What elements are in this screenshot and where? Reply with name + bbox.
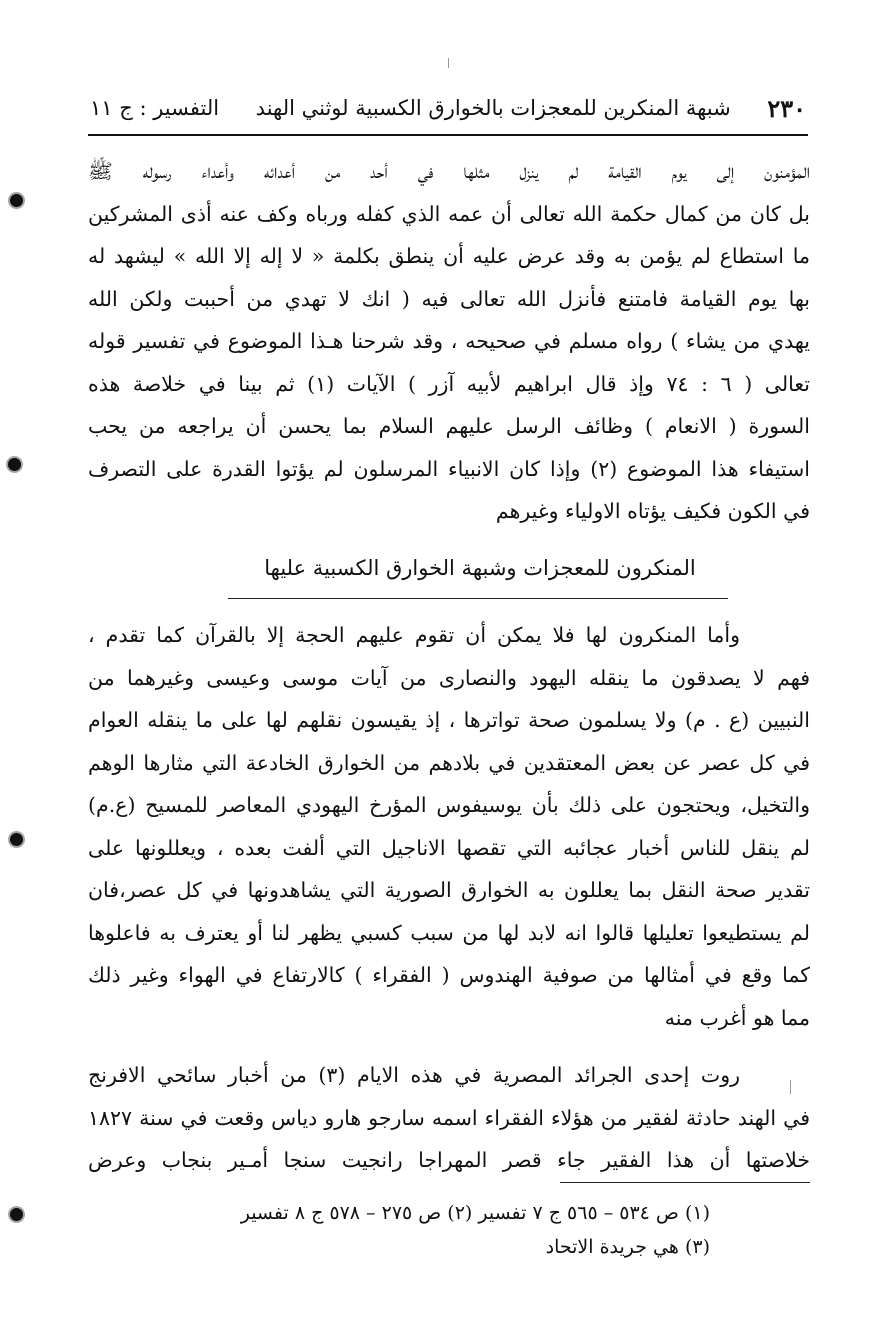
text-line: في كل عصر عن بعض المعتقدين في بلادهم من الخوارق الخادعة التي مثارها الوهم <box>88 750 810 775</box>
paragraph-1 <box>88 150 810 533</box>
text-line: روت إحدى الجرائد المصرية في هذه الايام (٣) من أخبار سائحي الافرنج <box>88 1063 741 1087</box>
paragraph-2 <box>88 614 810 1039</box>
scan-mark <box>790 1080 791 1094</box>
running-title: شبهة المنكرين للمعجزات بالخوارق الكسبية لوثني الهند <box>255 96 731 120</box>
text-line: مما هو أغرب منه <box>664 1005 810 1030</box>
text-line: بها يوم القيامة فامتنع فأنزل الله تعالى فيه ( انك لا تهدي من أحببت ولكن الله <box>88 286 810 311</box>
text-line: لم يستطيعوا تعليلها قالوا انه لابد لها من سبب كسبي يظهر لنا أو يعترف به فاعلوها <box>88 920 810 945</box>
section-heading: المنكرون للمعجزات وشبهة الخوارق الكسبية عليها <box>264 556 696 580</box>
text-line: والتخيل، ويحتجون على ذلك بأن يوسيفوس المؤرخ اليهودي المعاصر للمسيح (ع.م) <box>88 793 810 817</box>
text-line: المؤمنون إلى يوم القيامة لم ينزل مثلها في أحد من أعدائه وأعداء رسوله ﷺ <box>88 159 810 183</box>
page-number: ٢٣٠ <box>767 93 806 123</box>
footnote: (١) ص ٥٣٤ – ٥٦٥ ج ٧ تفسير (٢) ص ٢٧٥ – ٥٧٨ ج ٨ تفسير <box>240 1202 710 1224</box>
text-line: في الكون فكيف يؤتاه الاولياء وغيرهم <box>495 499 810 523</box>
text-line: ما استطاع لم يؤمن به وقد عرض عليه أن ينطق بكلمة « لا إله إلا الله » ليشهد له <box>88 244 810 268</box>
footnote: (٣) هي جريدة الاتحاد <box>545 1236 710 1258</box>
text-line: فهم لا يصدقون ما ينقله اليهود والنصارى من آيات موسى وعيسى وغيرهما من <box>88 665 810 690</box>
scan-speck <box>8 458 21 471</box>
volume-label: التفسير : ج ١١ <box>90 96 220 120</box>
text-line: بل كان من كمال حكمة الله تعالى أن عمه الذي كفله ورباه وكف عنه أذى المشركين <box>88 201 810 226</box>
header-rule <box>88 134 808 136</box>
scan-mark <box>448 58 449 68</box>
text-line: يهدي من يشاء ) رواه مسلم في صحيحه ، وقد شرحنا هـذا الموضوع في تفسير قوله <box>88 329 810 353</box>
scan-speck <box>10 194 23 207</box>
text-line: استيفاء هذا الموضوع (٢) وإذا كان الانبياء المرسلون لم يؤتوا القدرة على التصرف <box>88 456 810 481</box>
paragraph-3 <box>88 1054 810 1182</box>
text-line: تعالى ( ٦ : ٧٤ وإذ قال ابراهيم لأبيه آزر ) الآيات (١) ثم بينا في خلاصة هذه <box>88 371 810 396</box>
text-line: النبيين (ع . م) ولا يسلمون صحة تواترها ، إذ يقيسون نقلهم لها على ما ينقله العوام <box>88 708 810 732</box>
text-line: تقدير صحة النقل بما يعللون به الخوارق الصورية التي يشاهدونها في كل عصر،فان <box>88 878 810 902</box>
scan-speck <box>10 1208 23 1221</box>
text-line: السورة ( الانعام ) وظائف الرسل عليهم السلام بما يحسن أن يراجعه من يحب <box>88 414 810 438</box>
scan-speck <box>10 833 23 846</box>
section-rule <box>228 598 728 599</box>
footnote-rule <box>560 1182 810 1183</box>
text-line: كما وقع في أمثالها من صوفية الهندوس ( الفقراء ) كالارتفاع في الهواء وغير ذلك <box>88 963 810 987</box>
running-head <box>90 88 806 128</box>
text-line: وأما المنكرون لها فلا يمكن أن تقوم عليهم الحجة إلا بالقرآن كما تقدم ، <box>88 623 740 647</box>
text-line: خلاصتها أن هذا الفقير جاء قصر المهراجا رانجيت سنجا أمـير بنجاب وعرض <box>88 1148 810 1172</box>
text-line: لم ينقل للناس أخبار عجائبه التي تقصها الاناجيل التي ألفت بعده ، ويعللونها على <box>88 835 810 860</box>
text-line: في الهند حادثة لفقير من هؤلاء الفقراء اسمه سارجو هارو دياس وقعت في سنة ١٨٢٧ <box>88 1105 810 1130</box>
footnotes <box>200 1196 710 1264</box>
